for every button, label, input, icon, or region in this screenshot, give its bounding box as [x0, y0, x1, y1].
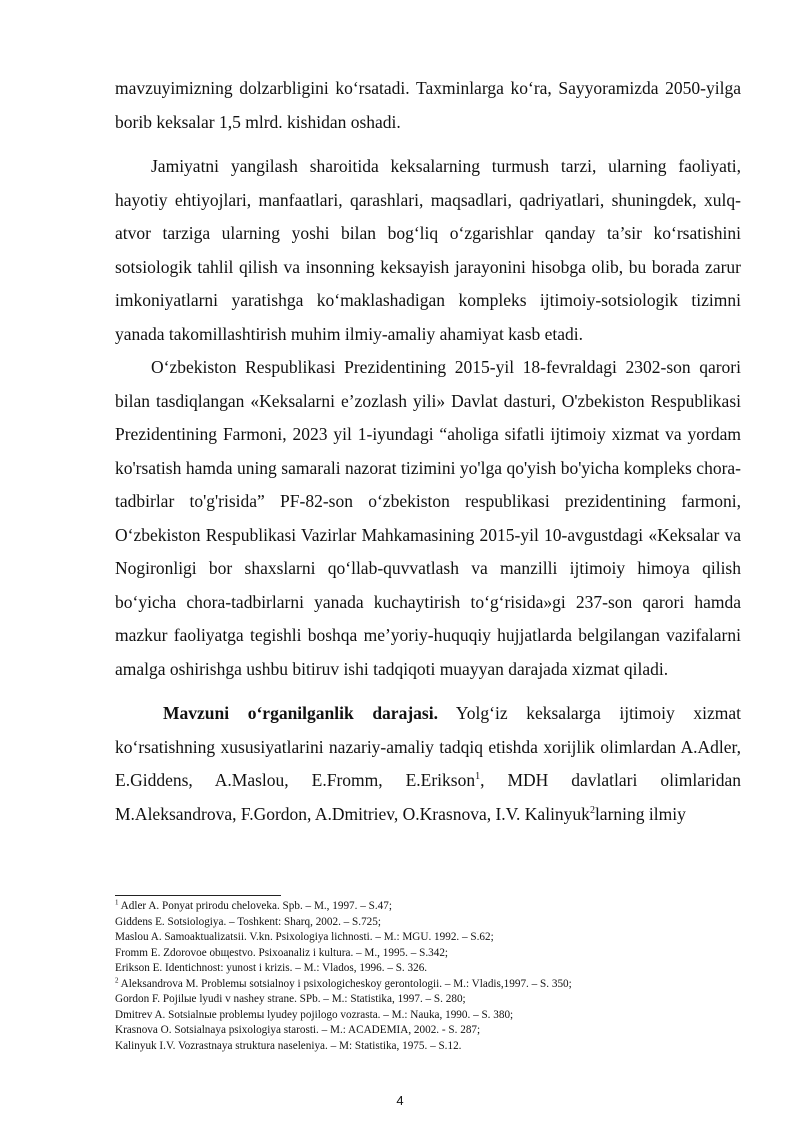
section-heading: Mavzuni o‘rganilganlik darajasi. [163, 703, 438, 723]
footnote-mark-2: 2 [115, 975, 119, 984]
footnote-text: Adler A. Ponyat prirodu cheloveka. Spb. – M., 1997. – S.47; [118, 900, 392, 912]
footnote-line: Erikson E. Identichnost: yunost i krizis. – M.: Vlados, 1996. – S. 326. [115, 962, 428, 974]
paragraph-4-text-3: larning ilmiy [594, 803, 686, 824]
footnote-separator [115, 895, 281, 896]
footnote-ref-1[interactable]: 1 [475, 771, 481, 783]
footnote-1 [115, 899, 741, 915]
body-text [115, 72, 741, 831]
footnote-text: Aleksandrova M. Problemы sotsialnoy i psixologicheskoy gerontologii. – M.: Vladis,1997. – S. 350; [118, 977, 572, 990]
paragraph-4-text-1: Yolg‘iz keksalarga ijtimoiy xizmat ko‘rsatishning xususiyatlarini nazariy-amaliy tadqiq etishda xorijlik olimlardan A.Adler, E.Giddens, A.Maslou, E.Fromm, E.Erikson [115, 703, 741, 790]
footnote-line: Dmitrev A. Sotsialnыe problemы lyudey pojilogo vozrasta. – M.: Nauka, 1990. – S. 380; [115, 1008, 514, 1021]
footnote-line: Maslou A. Samoaktualizatsii. V.kn. Psixologiya lichnosti. – M.: MGU. 1992. – S.62; [115, 931, 494, 943]
footnote-line: Krasnova O. Sotsialnaya psixologiya starosti. – M.: ACADEMIA, 2002. - S. 287; [115, 1024, 481, 1036]
footnote-ref-2[interactable]: 2 [589, 804, 595, 816]
footnote-2 [115, 977, 741, 993]
footnote-line: Giddens E. Sotsiologiya. – Toshkent: Sharq, 2002. – S.725; [115, 915, 381, 928]
page-number: 4 [396, 1093, 404, 1108]
paragraph-4 [115, 697, 741, 831]
footnote-line: Gordon F. Pojilыe lyudi v nashey strane. SPb. – M.: Statistika, 1997. – S. 280; [115, 993, 466, 1005]
footnote-line: Kalinyuk I.V. Vozrastnaya struktura naseleniya. – M: Statistika, 1975. – S.12. [115, 1039, 462, 1052]
paragraph-1: mavzuyimizning dolzarbligini ko‘rsatadi. Taxminlarga ko‘ra, Sayyoramizda 2050-yilga borib keksalar 1,5 mlrd. kishidan oshadi. [115, 78, 741, 132]
footnotes [115, 899, 741, 1054]
paragraph-2: Jamiyatni yangilash sharoitida keksalarning turmush tarzi, ularning faoliyati, hayotiy ehtiyojlari, manfaatlari, qarashlari, maqsadlari, qadriyatlari, shuningdek, xulq-atvor tarziga ularning yoshi bilan bog‘liq o‘zgarishlar qanday ta’sir ko‘rsatishini sotsiologik tahlil qilish va insonning keksayish jarayonini hisobga olib, bu borada zarur imkoniyatlarni yaratishga ko‘maklashadigan kompleks ijtimoiy-sotsiologik tizimni yanada takomillashtirish muhim ilmiy-amaliy ahamiyat kasb etadi. [115, 156, 741, 344]
paragraph-3: O‘zbekiston Respublikasi Prezidentining 2015-yil 18-fevraldagi 2302-son qarori bilan tasdiqlangan «Keksalarni e’zozlash yili» Davlat dasturi, O'zbekiston Respublikasi Prezidentining Farmoni, 2023 yil 1-iyundagi “aholiga sifatli ijtimoiy xizmat va yordam ko'rsatish hamda uning samarali nazorat tizimini yo'lga qo'yish bo'yicha kompleks chora-tadbirlar to'g'risida” PF-82-son o‘zbekiston respublikasi prezidentining farmoni, O‘zbekiston Respublikasi Vazirlar Mahkamasining 2015-yil 10-avgustdagi «Keksalar va Nogironligi bor shaxslarni qo‘llab-quvvatlash va manzilli ijtimoiy himoya qilish bo‘yicha chora-tadbirlarni yanada kuchaytirish to‘g‘risida»gi 237-son qarori hamda mazkur faoliyatga tegishli boshqa me’yoriy-huquqiy hujjatlarda belgilangan vazifalarni amalga oshirishga ushbu bitiruv ishi tadqiqoti muayyan darajada xizmat qiladi. [115, 357, 741, 679]
footnote-mark-1: 1 [115, 898, 119, 907]
footnote-line: Fromm E. Zdorovoe obщestvo. Psixoanaliz i kultura. – M., 1995. – S.342; [115, 946, 449, 959]
paragraph-4-text-2: , MDH davlatlari olimlaridan M.Aleksandrova, F.Gordon, A.Dmitriev, O.Krasnova, I.V. Kalinyuk [115, 770, 742, 824]
